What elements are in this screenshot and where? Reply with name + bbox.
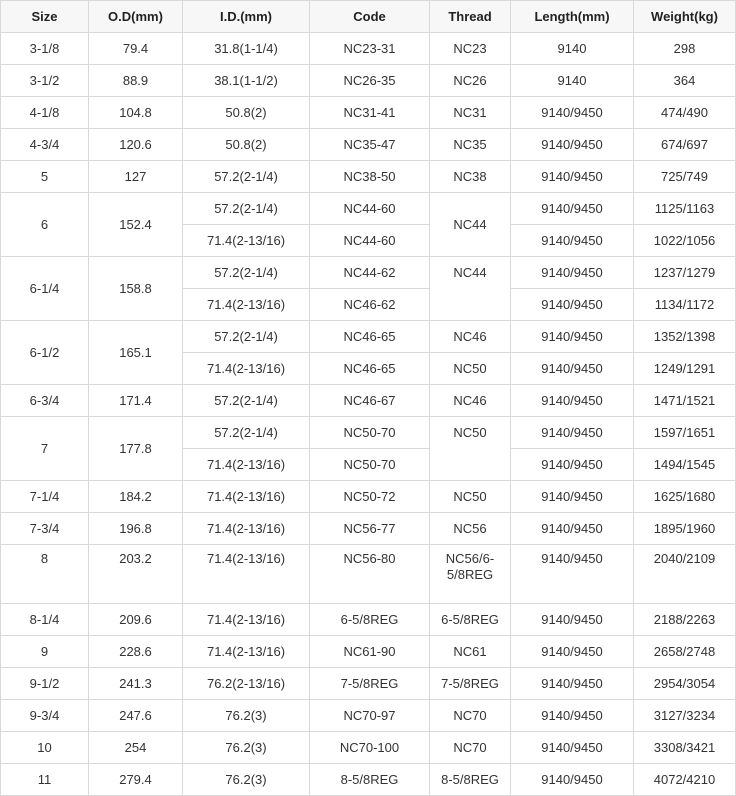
- od-cell: 120.6: [89, 129, 183, 161]
- id-cell: 31.8(1-1/4): [183, 33, 310, 65]
- id-cell: 38.1(1-1/2): [183, 65, 310, 97]
- od-cell: 279.4: [89, 764, 183, 796]
- table-row: [1, 668, 736, 700]
- thread-cell: NC31: [430, 97, 511, 129]
- table-row: [1, 385, 736, 417]
- thread-cell: NC46: [430, 385, 511, 417]
- id-cell: 50.8(2): [183, 97, 310, 129]
- table-row: [1, 604, 736, 636]
- length-cell: 9140/9450: [511, 257, 634, 289]
- thread-cell: 7-5/8REG: [430, 668, 511, 700]
- code-cell: NC70-97: [310, 700, 430, 732]
- length-cell: 9140/9450: [511, 764, 634, 796]
- od-cell: 79.4: [89, 33, 183, 65]
- weight-cell: 674/697: [634, 129, 736, 161]
- code-cell: NC44-60: [310, 225, 430, 257]
- code-cell: NC56-80: [310, 545, 430, 604]
- size-cell: 7-3/4: [1, 513, 89, 545]
- code-cell: NC44-60: [310, 193, 430, 225]
- size-cell: 8-1/4: [1, 604, 89, 636]
- od-cell: 209.6: [89, 604, 183, 636]
- id-cell: 71.4(2-13/16): [183, 353, 310, 385]
- id-cell: 71.4(2-13/16): [183, 481, 310, 513]
- code-cell: NC46-65: [310, 321, 430, 353]
- table-row: [1, 513, 736, 545]
- size-cell: 9-1/2: [1, 668, 89, 700]
- size-cell: 9: [1, 636, 89, 668]
- weight-cell: 3127/3234: [634, 700, 736, 732]
- od-cell: 158.8: [89, 257, 183, 321]
- thread-cell: NC44: [430, 257, 511, 321]
- id-cell: 57.2(2-1/4): [183, 321, 310, 353]
- code-cell: NC38-50: [310, 161, 430, 193]
- thread-cell: NC38: [430, 161, 511, 193]
- length-cell: 9140/9450: [511, 161, 634, 193]
- thread-cell: NC56: [430, 513, 511, 545]
- table-row: [1, 161, 736, 193]
- column-header-code: Code: [310, 1, 430, 33]
- length-cell: 9140/9450: [511, 481, 634, 513]
- weight-cell: 298: [634, 33, 736, 65]
- code-cell: NC70-100: [310, 732, 430, 764]
- size-cell: 4-1/8: [1, 97, 89, 129]
- code-cell: NC46-62: [310, 289, 430, 321]
- table-row: [1, 129, 736, 161]
- size-cell: 6-3/4: [1, 385, 89, 417]
- table-row: [1, 481, 736, 513]
- table-row: [1, 764, 736, 796]
- column-header-size: Size: [1, 1, 89, 33]
- table-row: [1, 636, 736, 668]
- od-cell: 196.8: [89, 513, 183, 545]
- size-cell: 10: [1, 732, 89, 764]
- length-cell: 9140/9450: [511, 668, 634, 700]
- weight-cell: 1471/1521: [634, 385, 736, 417]
- size-cell: 6-1/4: [1, 257, 89, 321]
- length-cell: 9140/9450: [511, 700, 634, 732]
- size-cell: 7-1/4: [1, 481, 89, 513]
- id-cell: 71.4(2-13/16): [183, 449, 310, 481]
- weight-cell: 474/490: [634, 97, 736, 129]
- code-cell: NC50-70: [310, 449, 430, 481]
- table-row: [1, 97, 736, 129]
- weight-cell: 1022/1056: [634, 225, 736, 257]
- weight-cell: 1237/1279: [634, 257, 736, 289]
- code-cell: 8-5/8REG: [310, 764, 430, 796]
- weight-cell: 1625/1680: [634, 481, 736, 513]
- weight-cell: 1597/1651: [634, 417, 736, 449]
- id-cell: 76.2(2-13/16): [183, 668, 310, 700]
- size-cell: 8: [1, 545, 89, 604]
- code-cell: NC26-35: [310, 65, 430, 97]
- header-row: [1, 1, 736, 33]
- length-cell: 9140/9450: [511, 604, 634, 636]
- id-cell: 76.2(3): [183, 764, 310, 796]
- length-cell: 9140: [511, 33, 634, 65]
- thread-cell: NC61: [430, 636, 511, 668]
- size-cell: 9-3/4: [1, 700, 89, 732]
- od-cell: 127: [89, 161, 183, 193]
- thread-cell: NC50: [430, 417, 511, 481]
- column-header-weight: Weight(kg): [634, 1, 736, 33]
- od-cell: 254: [89, 732, 183, 764]
- table-row: [1, 321, 736, 353]
- weight-cell: 2040/2109: [634, 545, 736, 604]
- code-cell: NC35-47: [310, 129, 430, 161]
- weight-cell: 1352/1398: [634, 321, 736, 353]
- length-cell: 9140/9450: [511, 417, 634, 449]
- length-cell: 9140: [511, 65, 634, 97]
- size-cell: 3-1/8: [1, 33, 89, 65]
- id-cell: 71.4(2-13/16): [183, 289, 310, 321]
- column-header-id: I.D.(mm): [183, 1, 310, 33]
- code-cell: NC44-62: [310, 257, 430, 289]
- id-cell: 57.2(2-1/4): [183, 161, 310, 193]
- weight-cell: 1134/1172: [634, 289, 736, 321]
- od-cell: 228.6: [89, 636, 183, 668]
- id-cell: 57.2(2-1/4): [183, 193, 310, 225]
- od-cell: 88.9: [89, 65, 183, 97]
- table-row: [1, 257, 736, 289]
- table-row: [1, 700, 736, 732]
- size-cell: 6: [1, 193, 89, 257]
- weight-cell: 2658/2748: [634, 636, 736, 668]
- length-cell: 9140/9450: [511, 545, 634, 604]
- length-cell: 9140/9450: [511, 385, 634, 417]
- thread-cell: NC56/6-5/8REG: [430, 545, 511, 604]
- thread-cell: 6-5/8REG: [430, 604, 511, 636]
- table-row: [1, 732, 736, 764]
- size-cell: 4-3/4: [1, 129, 89, 161]
- weight-cell: 1895/1960: [634, 513, 736, 545]
- thread-cell: NC50: [430, 353, 511, 385]
- thread-cell: 8-5/8REG: [430, 764, 511, 796]
- length-cell: 9140/9450: [511, 225, 634, 257]
- code-cell: NC31-41: [310, 97, 430, 129]
- weight-cell: 2188/2263: [634, 604, 736, 636]
- id-cell: 76.2(3): [183, 700, 310, 732]
- length-cell: 9140/9450: [511, 636, 634, 668]
- thread-cell: NC35: [430, 129, 511, 161]
- length-cell: 9140/9450: [511, 129, 634, 161]
- length-cell: 9140/9450: [511, 449, 634, 481]
- code-cell: NC50-72: [310, 481, 430, 513]
- id-cell: 50.8(2): [183, 129, 310, 161]
- size-cell: 3-1/2: [1, 65, 89, 97]
- column-header-od: O.D(mm): [89, 1, 183, 33]
- id-cell: 57.2(2-1/4): [183, 257, 310, 289]
- thread-cell: NC70: [430, 700, 511, 732]
- thread-cell: NC50: [430, 481, 511, 513]
- weight-cell: 725/749: [634, 161, 736, 193]
- size-cell: 6-1/2: [1, 321, 89, 385]
- thread-cell: NC46: [430, 321, 511, 353]
- code-cell: NC46-65: [310, 353, 430, 385]
- code-cell: NC61-90: [310, 636, 430, 668]
- id-cell: 71.4(2-13/16): [183, 545, 310, 604]
- od-cell: 152.4: [89, 193, 183, 257]
- size-cell: 11: [1, 764, 89, 796]
- code-cell: NC50-70: [310, 417, 430, 449]
- code-cell: 6-5/8REG: [310, 604, 430, 636]
- length-cell: 9140/9450: [511, 321, 634, 353]
- od-cell: 104.8: [89, 97, 183, 129]
- length-cell: 9140/9450: [511, 732, 634, 764]
- id-cell: 57.2(2-1/4): [183, 417, 310, 449]
- od-cell: 165.1: [89, 321, 183, 385]
- id-cell: 71.4(2-13/16): [183, 225, 310, 257]
- size-cell: 5: [1, 161, 89, 193]
- weight-cell: 3308/3421: [634, 732, 736, 764]
- code-cell: NC46-67: [310, 385, 430, 417]
- column-header-length: Length(mm): [511, 1, 634, 33]
- thread-cell: NC44: [430, 193, 511, 257]
- table-row: [1, 545, 736, 604]
- size-cell: 7: [1, 417, 89, 481]
- thread-cell: NC26: [430, 65, 511, 97]
- code-cell: NC23-31: [310, 33, 430, 65]
- weight-cell: 1249/1291: [634, 353, 736, 385]
- weight-cell: 1494/1545: [634, 449, 736, 481]
- od-cell: 184.2: [89, 481, 183, 513]
- od-cell: 247.6: [89, 700, 183, 732]
- od-cell: 177.8: [89, 417, 183, 481]
- od-cell: 171.4: [89, 385, 183, 417]
- id-cell: 71.4(2-13/16): [183, 604, 310, 636]
- table-row: [1, 65, 736, 97]
- thread-cell: NC23: [430, 33, 511, 65]
- length-cell: 9140/9450: [511, 513, 634, 545]
- id-cell: 76.2(3): [183, 732, 310, 764]
- weight-cell: 364: [634, 65, 736, 97]
- id-cell: 57.2(2-1/4): [183, 385, 310, 417]
- table-row: [1, 417, 736, 449]
- id-cell: 71.4(2-13/16): [183, 636, 310, 668]
- od-cell: 241.3: [89, 668, 183, 700]
- code-cell: 7-5/8REG: [310, 668, 430, 700]
- weight-cell: 4072/4210: [634, 764, 736, 796]
- table-row: [1, 193, 736, 225]
- weight-cell: 2954/3054: [634, 668, 736, 700]
- table-row: [1, 33, 736, 65]
- code-cell: NC56-77: [310, 513, 430, 545]
- length-cell: 9140/9450: [511, 97, 634, 129]
- weight-cell: 1125/1163: [634, 193, 736, 225]
- length-cell: 9140/9450: [511, 353, 634, 385]
- column-header-thread: Thread: [430, 1, 511, 33]
- length-cell: 9140/9450: [511, 289, 634, 321]
- id-cell: 71.4(2-13/16): [183, 513, 310, 545]
- thread-cell: NC70: [430, 732, 511, 764]
- od-cell: 203.2: [89, 545, 183, 604]
- length-cell: 9140/9450: [511, 193, 634, 225]
